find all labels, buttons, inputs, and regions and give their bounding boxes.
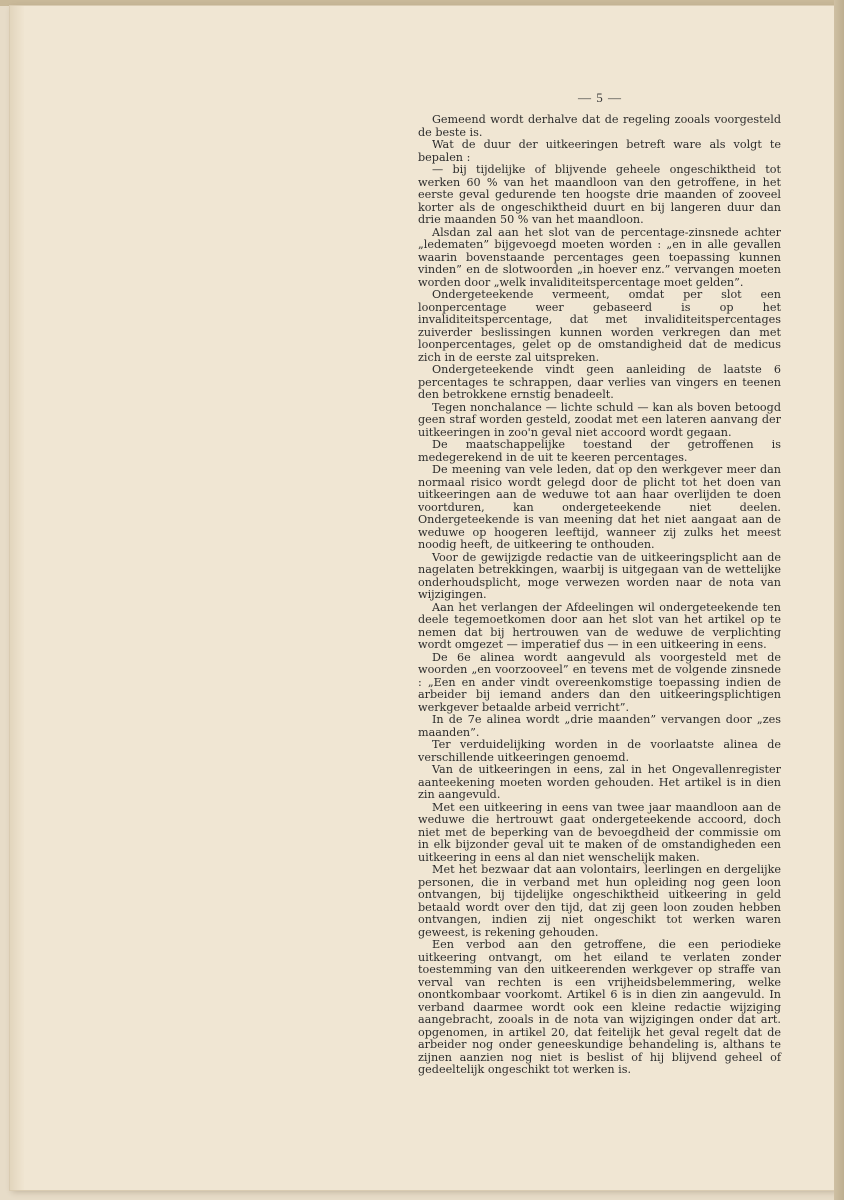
paragraph: Tegen nonchalance — lichte schuld — kan als boven betoogd geen straf worden gesteld, zoodat met een lateren aanvang der uitkeeringen in zoo'n geval niet accoord wordt gegaan. — [418, 400, 781, 439]
paragraph: Voor de gewijzigde redactie van de uitkeeringsplicht aan de nagelaten betrekkingen, waarbij is uitgegaan van de wettelijke onderhoudsplicht, moge verwezen worden naar de nota van wijzigingen. — [418, 550, 781, 601]
paragraph: Van de uitkeeringen in eens, zal in het Ongevallenregister aanteekening moeten worden gehouden. Het artikel is in dien zin aangevuld. — [418, 763, 781, 801]
paragraph: Met een uitkeering in eens van twee jaar maandloon aan de weduwe die hertrouwt gaat ondergeteekende accoord, doch niet met de beperking van de bevoegdheid der commissie om in elk bijzonder geval uit te maken of de omstandigheden een uitkeering in eens al dan niet wenschelijk maken. — [418, 800, 781, 864]
paragraph: De 6e alinea wordt aangevuld als voorgesteld met de woorden „en voorzooveel” en tevens met de volgende zinsnede : „Een en ander vindt overeenkomstige toepassing indien de arbeider bij iemand anders dan den uitkeeringsplichtigen werkgever betaalde arbeid verricht”. — [418, 650, 781, 714]
paragraph: Ter verduidelijking worden in de voorlaatste alinea de verschillende uitkeeringen genoemd. — [418, 738, 781, 764]
page-left-edge — [10, 6, 24, 1190]
paragraph: In de 7e alinea wordt „drie maanden” vervangen door „zes maanden”. — [418, 713, 781, 739]
paragraph: Wat de duur der uitkeeringen betreft ware als volgt te bepalen : — [418, 138, 781, 164]
paragraph: Een verbod aan den getroffene, die een periodieke uitkeering ontvangt, om het eiland te verlaten zonder toestemming van den uitkeerenden werkgever op straffe van verval van rechten is een vrijheidsbelemmering, welke onontkombaar voorkomt. Artikel 6 is in dien zin aangevuld. In verband daarmee wordt ook een kleine redactie wijziging aangebracht, zooals in de nota van wijzigingen onder dat art. opgenomen, in artikel 20, dat feitelijk het geval regelt dat de arbeider nog onder geneeskundige behandeling is, althans te zijnen aanzien nog niet is beslist of hij blijvend geheel of gedeeltelijk ongeschikt tot werken is. — [418, 938, 781, 1076]
scan-right-edge — [834, 0, 844, 1200]
paragraph: — bij tijdelijke of blijvende geheele ongeschiktheid tot werken 60 % van het maandloon van den getroffene, in het eerste geval gedurende ten hoogste drie maanden of zooveel korter als de ongeschiktheid duurt en bij langeren duur dan drie maanden 50 % van het maandloon. — [418, 163, 781, 226]
paragraph: Gemeend wordt derhalve dat de regeling zooals voorgesteld de beste is. — [418, 113, 781, 139]
paragraph: Alsdan zal aan het slot van de percentage-zinsnede achter „ledematen” bijgevoegd moeten worden : „en in alle gevallen waarin bovenstaande percentages geen toepassing kunnen vinden” en de slotwoorden „in hoever enz.” vervangen moeten worden door „welk invaliditeitspercentage moet gelden”. — [418, 225, 781, 289]
paragraph: Ondergeteekende vindt geen aanleiding de laatste 6 percentages te schrappen, daar verlies van vingers en teenen den betrokkene ernstig benadeelt. — [418, 363, 781, 401]
page-number: — 5 — — [578, 90, 622, 105]
paragraph: De maatschappelijke toestand der getroffenen is medegerekend in de uit te keeren percentages. — [418, 438, 781, 464]
paragraph: Aan het verlangen der Afdeelingen wil ondergeteekende ten deele tegemoetkomen door aan het slot van het artikel op te nemen dat bij hertrouwen van de weduwe de verplichting wordt omgezet — imperatief dus — in een uitkeering in eens. — [418, 600, 781, 651]
paragraph: De meening van vele leden, dat op den werkgever meer dan normaal risico wordt gelegd door de plicht tot het doen van uitkeeringen aan de weduwe tot aan haar overlijden te doen voortduren, kan ondergeteekende niet deelen. Ondergeteekende is van meening dat het niet aangaat aan de weduwe op hoogeren leeftijd, wanneer zij zulks het meest noodig heeft, de uitkeering te onthouden. — [418, 463, 781, 551]
text-column — [418, 114, 781, 1077]
paragraph: Met het bezwaar dat aan volontairs, leerlingen en dergelijke personen, die in verband met hun opleiding nog geen loon ontvangen, bij tijdelijke ongeschiktheid uitkeering in geld betaald wordt over den tijd, dat zij geen loon zouden hebben ontvangen, indien zij niet ongeschikt tot werken waren geweest, is rekening gehouden. — [418, 863, 781, 939]
paragraph: Ondergeteekende vermeent, omdat per slot een loonpercentage weer gebaseerd is op het invaliditeitspercentage, dat met invaliditeitspercentages zuiverder beslissingen kunnen worden verkregen dan met loonpercentages, gelet op de omstandigheid dat de medicus zich in de eerste zal uitspreken. — [418, 288, 781, 364]
